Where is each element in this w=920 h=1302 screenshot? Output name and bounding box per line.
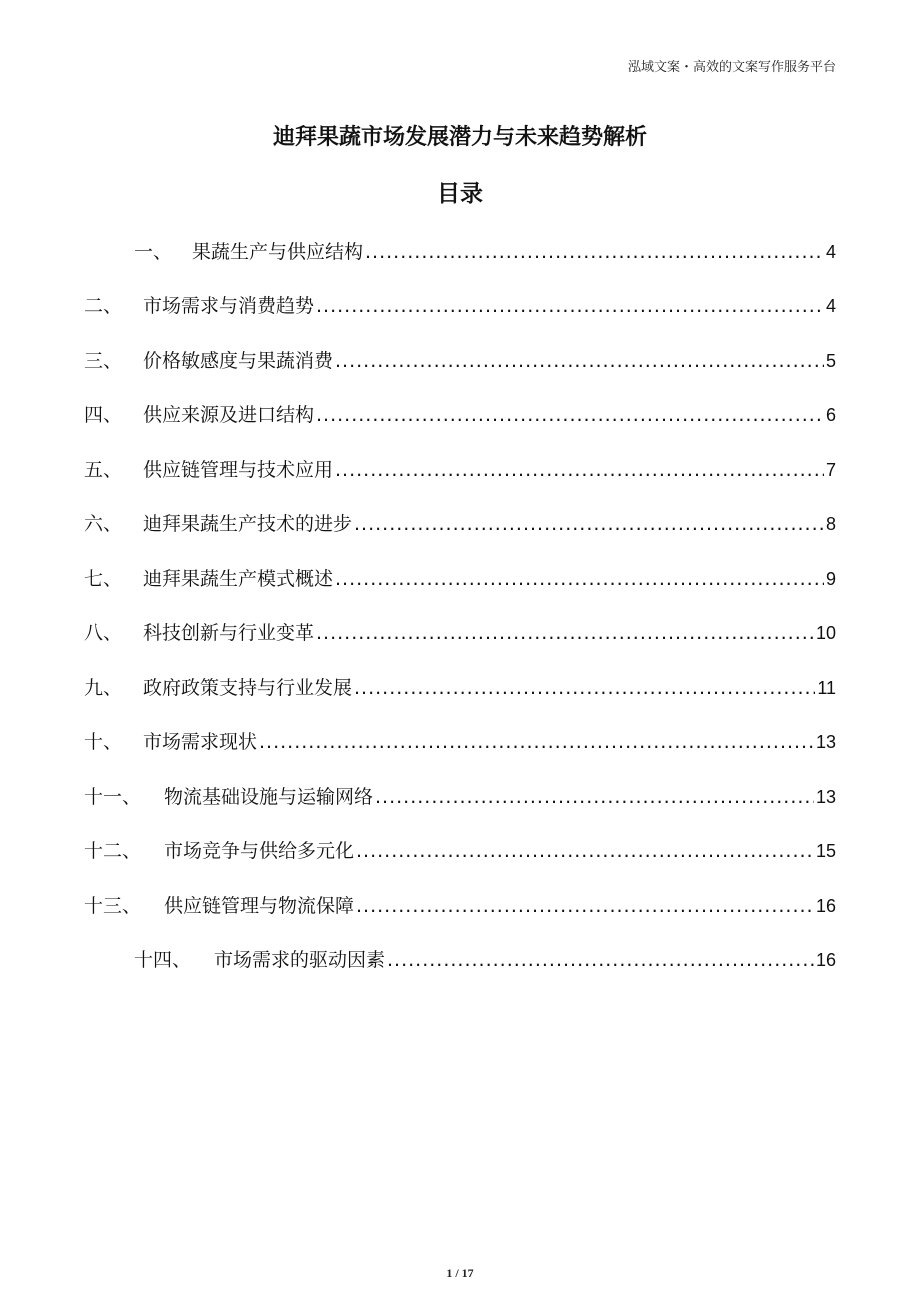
toc-entry-page: 7	[825, 460, 836, 480]
toc-entry-number: 十四、	[134, 949, 192, 971]
toc-entry-label: 科技创新与行业变革	[143, 622, 315, 644]
toc-entry-4[interactable]	[84, 395, 836, 435]
toc-entry-page: 13	[815, 787, 836, 807]
toc-entry-label: 市场需求的驱动因素	[214, 949, 386, 971]
toc-dot-leader	[335, 341, 824, 381]
page-number-indicator: 1 / 17	[446, 1266, 474, 1280]
toc-entry-label: 市场需求现状	[143, 731, 258, 753]
toc-entry-number: 五、	[84, 459, 123, 481]
toc-entry-label: 市场需求与消费趋势	[143, 295, 315, 317]
toc-entry-9[interactable]	[84, 668, 836, 708]
toc-entry-12[interactable]	[84, 831, 836, 871]
toc-entry-page: 11	[817, 678, 836, 698]
toc-dot-leader	[316, 395, 824, 435]
toc-entry-14[interactable]	[134, 940, 836, 980]
toc-entry-number: 三、	[84, 350, 123, 372]
toc-entry-page: 4	[825, 296, 836, 316]
toc-entry-11[interactable]	[84, 777, 836, 817]
toc-entry-number: 十一、	[84, 786, 142, 808]
toc-entry-number: 八、	[84, 622, 123, 644]
toc-entry-6[interactable]	[84, 504, 836, 544]
toc-entry-number: 十二、	[84, 840, 142, 862]
toc-entry-page: 16	[815, 950, 836, 970]
toc-dot-leader	[356, 886, 814, 926]
toc-entry-label: 供应链管理与技术应用	[143, 459, 334, 481]
toc-entry-label: 迪拜果蔬生产模式概述	[143, 568, 334, 590]
toc-dot-leader	[335, 559, 824, 599]
toc-entry-label: 供应来源及进口结构	[143, 404, 315, 426]
toc-dot-leader	[316, 286, 824, 326]
toc-entry-label: 政府政策支持与行业发展	[143, 677, 353, 699]
toc-entry-page: 8	[825, 514, 836, 534]
toc-entry-number: 十三、	[84, 895, 142, 917]
toc-entry-10[interactable]	[84, 722, 836, 762]
toc-dot-leader	[375, 777, 814, 817]
toc-dot-leader	[356, 831, 814, 871]
toc-dot-leader	[259, 722, 814, 762]
toc-entry-page: 6	[825, 405, 836, 425]
toc-entry-number: 二、	[84, 295, 123, 317]
toc-dot-leader	[316, 613, 814, 653]
toc-entry-label: 价格敏感度与果蔬消费	[143, 350, 334, 372]
toc-heading: 目录	[437, 181, 483, 207]
toc-dot-leader	[365, 232, 824, 272]
toc-entry-number: 六、	[84, 513, 123, 535]
toc-entry-1[interactable]	[134, 232, 836, 272]
toc-dot-leader	[354, 504, 824, 544]
toc-entry-page: 15	[815, 841, 836, 861]
toc-entry-page: 10	[815, 623, 836, 643]
toc-entry-label: 果蔬生产与供应结构	[192, 241, 364, 263]
toc-entry-2[interactable]	[84, 286, 836, 326]
toc-dot-leader	[354, 668, 815, 708]
toc-entry-label: 迪拜果蔬生产技术的进步	[143, 513, 353, 535]
toc-entry-13[interactable]	[84, 886, 836, 926]
toc-entry-label: 供应链管理与物流保障	[164, 895, 355, 917]
toc-entry-number: 十、	[84, 731, 123, 753]
toc-entry-page: 4	[825, 242, 836, 262]
toc-entry-3[interactable]	[84, 341, 836, 381]
toc-entry-number: 四、	[84, 404, 123, 426]
toc-entry-page: 5	[825, 351, 836, 371]
header-brand-text: 泓域文案・高效的文案写作服务平台	[627, 60, 836, 75]
toc-dot-leader	[335, 450, 824, 490]
toc-entry-number: 九、	[84, 677, 123, 699]
document-title: 迪拜果蔬市场发展潜力与未来趋势解析	[272, 125, 647, 150]
toc-entry-label: 市场竞争与供给多元化	[164, 840, 355, 862]
toc-entry-number: 一、	[134, 241, 173, 263]
toc-entry-5[interactable]	[84, 450, 836, 490]
toc-entry-label: 物流基础设施与运输网络	[164, 786, 374, 808]
toc-entry-page: 9	[825, 569, 836, 589]
toc-entry-page: 13	[815, 732, 836, 752]
toc-entry-page: 16	[815, 896, 836, 916]
toc-entry-7[interactable]	[84, 559, 836, 599]
toc-dot-leader	[387, 940, 814, 980]
toc-entry-8[interactable]	[84, 613, 836, 653]
toc-entry-number: 七、	[84, 568, 123, 590]
